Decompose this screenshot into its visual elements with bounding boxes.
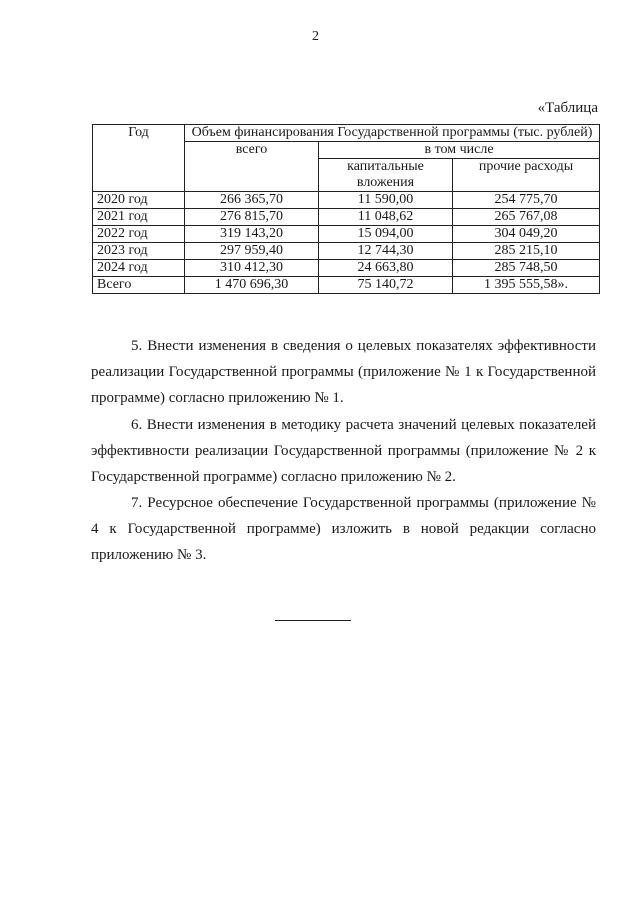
- cell-year: 2022 год: [93, 226, 185, 243]
- cell-total: 276 815,70: [185, 209, 319, 226]
- cell-other: 285 215,10: [453, 243, 600, 260]
- cell-year: 2024 год: [93, 260, 185, 277]
- cell-total: 297 959,40: [185, 243, 319, 260]
- header-total: всего: [185, 142, 319, 192]
- cell-year: 2021 год: [93, 209, 185, 226]
- cell-capital: 15 094,00: [319, 226, 453, 243]
- cell-total: 319 143,20: [185, 226, 319, 243]
- cell-other: 285 748,50: [453, 260, 600, 277]
- header-capital: капитальные вложения: [319, 159, 453, 192]
- table-row: [93, 243, 600, 260]
- cell-capital: 24 663,80: [319, 260, 453, 277]
- header-including: в том числе: [319, 142, 600, 159]
- header-year: Год: [93, 125, 185, 192]
- cell-year: 2020 год: [93, 192, 185, 209]
- cell-other: 304 049,20: [453, 226, 600, 243]
- cell-capital: 11 590,00: [319, 192, 453, 209]
- cell-capital: 75 140,72: [319, 277, 453, 294]
- cell-total: 1 470 696,30: [185, 277, 319, 294]
- cell-year: Всего: [93, 277, 185, 294]
- paragraph-item-5: 5. Внести изменения в сведения о целевых показателях эффективности реализации Государственной программы (приложение № 1 к Государственной программе) согласно приложению № 1.: [91, 338, 596, 406]
- table-row: [93, 209, 600, 226]
- table-row: [93, 260, 600, 277]
- cell-total: 266 365,70: [185, 192, 319, 209]
- cell-other: 265 767,08: [453, 209, 600, 226]
- cell-capital: 12 744,30: [319, 243, 453, 260]
- paragraph-item-6: 6. Внести изменения в методику расчета значений целевых показателей эффективности реализации Государственной программы (приложение № 2 к Государственной программе) согласно приложению № 2.: [91, 417, 596, 485]
- cell-year: 2023 год: [93, 243, 185, 260]
- table-row: [93, 192, 600, 209]
- header-other: прочие расходы: [453, 159, 600, 192]
- page-number: 2: [312, 29, 319, 44]
- table-row-total: [93, 277, 600, 294]
- table-row: [93, 226, 600, 243]
- header-funding: Объем финансирования Государственной программы (тыс. рублей): [185, 125, 600, 142]
- cell-total: 310 412,30: [185, 260, 319, 277]
- funding-table: [92, 124, 600, 294]
- paragraph-item-7: 7. Ресурсное обеспечение Государственной программы (приложение № 4 к Государственной программе) изложить в новой редакции согласно приложению № 3.: [91, 495, 596, 563]
- cell-other: 254 775,70: [453, 192, 600, 209]
- cell-other: 1 395 555,58».: [453, 277, 600, 294]
- cell-capital: 11 048,62: [319, 209, 453, 226]
- end-separator-line: [275, 620, 351, 621]
- table-caption: «Таблица: [537, 100, 598, 116]
